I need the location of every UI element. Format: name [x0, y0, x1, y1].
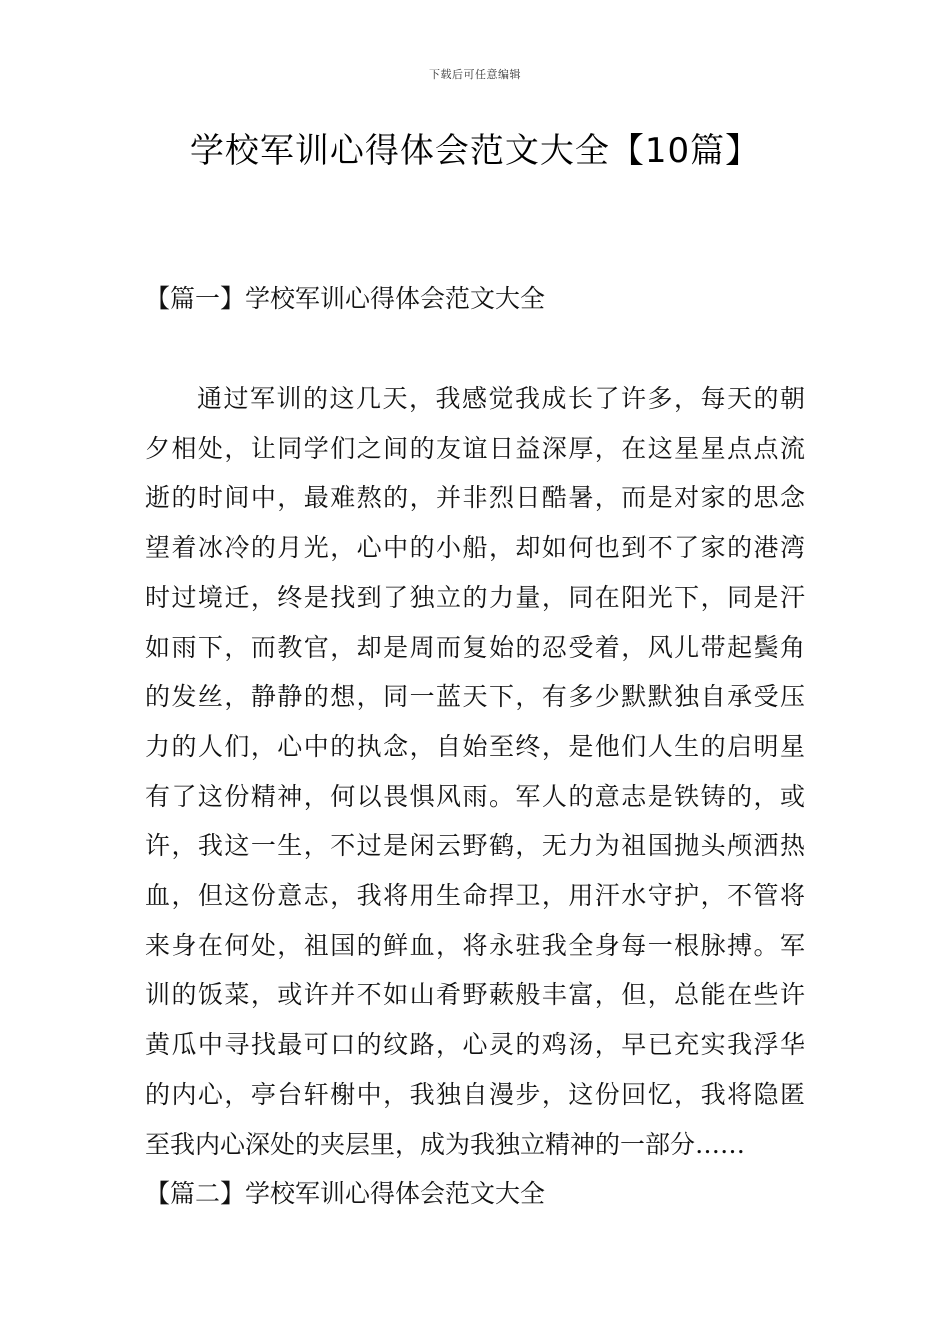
paragraph-line: 血，但这份意志，我将用生命捍卫，用汗水守护，不管将 [145, 881, 805, 911]
header-note: 下载后可任意编辑 [429, 68, 521, 81]
paragraph-line: 望着冰冷的月光，心中的小船，却如何也到不了家的港湾 [145, 533, 805, 563]
paragraph-line: 黄瓜中寻找最可口的纹路，心灵的鸡汤，早已充实我浮华 [145, 1030, 805, 1060]
paragraph-line: 时过境迁，终是找到了独立的力量，同在阳光下，同是汗 [145, 582, 805, 612]
paragraph-line: 逝的时间中，最难熬的，并非烈日酷暑，而是对家的思念 [145, 483, 805, 513]
paragraph-line: 夕相处，让同学们之间的友谊日益深厚，在这星星点点流 [145, 433, 805, 463]
paragraph-line: 许，我这一生，不过是闲云野鹤，无力为祖国抛头颅洒热 [145, 831, 805, 861]
paragraph-line: 的内心，亭台轩榭中，我独自漫步，这份回忆，我将隐匿 [145, 1079, 805, 1109]
section-heading-2: 【篇二】学校军训心得体会范文大全 [145, 1179, 546, 1208]
paragraph-line: 有了这份精神，何以畏惧风雨。军人的意志是铁铸的，或 [145, 781, 805, 811]
paragraph-line: 训的饭菜，或许并不如山肴野蔌般丰富，但，总能在些许 [145, 980, 805, 1010]
paragraph-line: 至我内心深处的夹层里，成为我独立精神的一部分…… [145, 1129, 746, 1159]
paragraph-line: 如雨下，而教官，却是周而复始的忍受着，风儿带起鬓角 [145, 632, 805, 662]
paragraph-line: 力的人们，心中的执念，自始至终，是他们人生的启明星 [145, 731, 805, 761]
document-title: 学校军训心得体会范文大全【10篇】 [189, 131, 761, 171]
paragraph-line: 通过军训的这几天，我感觉我成长了许多，每天的朝 [197, 384, 805, 413]
paragraph-line: 的发丝，静静的想，同一蓝天下，有多少默默独自承受压 [145, 682, 805, 712]
section-heading-1: 【篇一】学校军训心得体会范文大全 [145, 284, 546, 313]
section-1-body [145, 374, 805, 1169]
paragraph-line: 来身在何处，祖国的鲜血，将永驻我全身每一根脉搏。军 [145, 930, 805, 960]
